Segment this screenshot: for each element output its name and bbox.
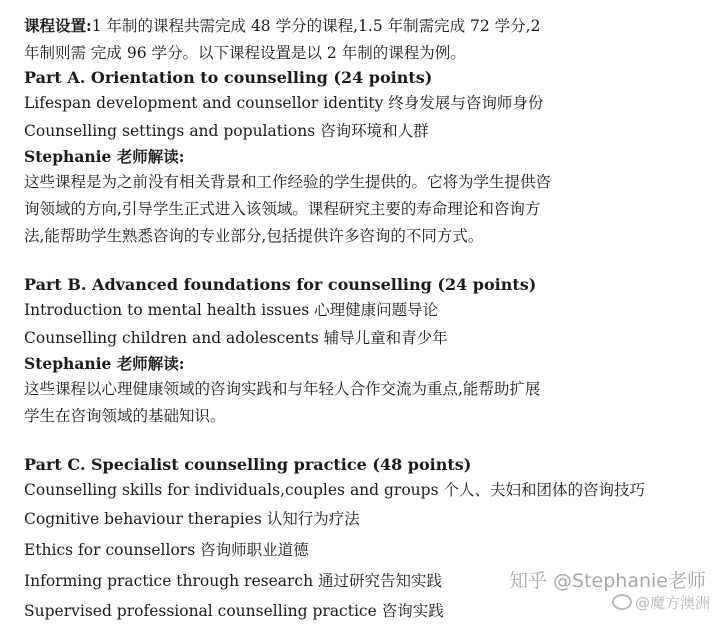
part-c-course: Counselling skills for individuals,couples and groups 个人、夫妇和团体的咨询技巧	[24, 481, 645, 499]
intro-line-1: 1 年制的课程共需完成 48 学分的课程,1.5 年制需完成 72 学分,2	[91, 17, 541, 35]
part-b-heading: Part B. Advanced foundations for counselling (24 points)	[24, 275, 537, 294]
part-a-heading: Part A. Orientation to counselling (24 points)	[24, 68, 433, 87]
part-a-course: Counselling settings and populations 咨询环境和人群	[24, 122, 429, 140]
zhihu-watermark: 知乎 @Stephanie老师	[509, 570, 706, 592]
part-b-commentary-label: Stephanie 老师解读:	[24, 354, 185, 373]
part-b-commentary-line: 这些课程以心理健康领域的咨询实践和与年轻人合作交流为重点,能帮助扩展	[24, 380, 541, 398]
part-c-course: Informing practice through research 通过研究告知实践	[24, 572, 443, 590]
weibo-watermark-text: @魔方澳洲	[634, 594, 710, 612]
part-c-heading: Part C. Specialist counselling practice (48 points)	[24, 455, 472, 474]
intro-paragraph	[24, 12, 704, 40]
section-spacer	[24, 250, 704, 274]
part-c-course: Cognitive behaviour therapies 认知行为疗法	[24, 510, 360, 528]
part-c-course: Ethics for counsellors 咨询师职业道德	[24, 541, 309, 559]
weibo-icon	[612, 594, 632, 610]
intro-label: 课程设置:	[24, 16, 92, 35]
weibo-watermark	[612, 592, 710, 613]
part-c-course: Supervised professional counselling practice 咨询实践	[24, 602, 444, 620]
intro-line-2: 年制则需 完成 96 学分。以下课程设置是以 2 年制的课程为例。	[24, 44, 466, 62]
section-spacer	[24, 430, 704, 454]
document-page	[24, 12, 704, 625]
part-b-course: Counselling children and adolescents 辅导儿童和青少年	[24, 329, 448, 347]
part-a-commentary-label: Stephanie 老师解读:	[24, 147, 185, 166]
part-a-commentary-line: 询领域的方向,引导学生正式进入该领域。课程研究主要的寿命理论和咨询方	[24, 200, 541, 218]
part-a-commentary-line: 法,能帮助学生熟悉咨询的专业部分,包括提供许多咨询的不同方式。	[24, 227, 484, 245]
part-a-course: Lifespan development and counsellor identity 终身发展与咨询师身份	[24, 94, 544, 112]
part-a-commentary-line: 这些课程是为之前没有相关背景和工作经验的学生提供的。它将为学生提供咨	[24, 173, 552, 191]
part-b-course: Introduction to mental health issues 心理健康问题导论	[24, 301, 439, 319]
part-b-commentary-line: 学生在咨询领域的基础知识。	[24, 407, 226, 425]
